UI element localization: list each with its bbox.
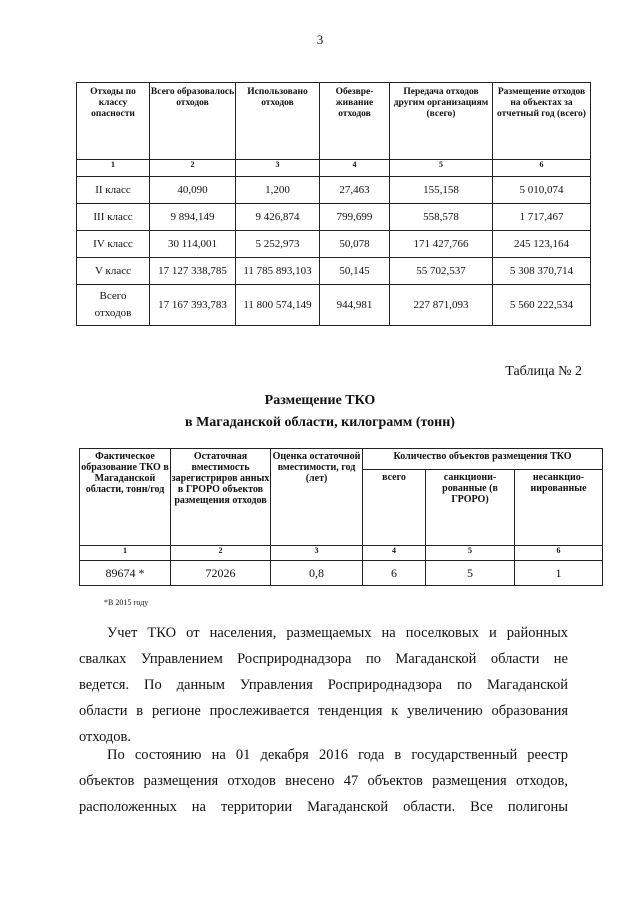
table-cell: 558,578	[390, 204, 493, 231]
table-cell: 9 426,874	[236, 204, 320, 231]
column-number: 1	[77, 160, 150, 177]
header-cell: санкциони-рованные (в ГРОРО)	[426, 470, 515, 546]
table-cell: 0,8	[271, 561, 363, 586]
page-number: 3	[316, 32, 324, 47]
table-cell: 11 785 893,103	[236, 258, 320, 285]
table-cell: 227 871,093	[390, 285, 493, 326]
section-subtitle: в Магаданской области, килограмм (тонн)	[185, 415, 455, 430]
paragraph	[79, 742, 568, 820]
paragraph-line: ведется. По данным Управления Росприроднадзора по Магаданской	[79, 677, 568, 693]
table-cell: 72026	[171, 561, 271, 586]
table-cell: 11 800 574,149	[236, 285, 320, 326]
paragraph-line: Учет ТКО от населения, размещаемых на поселковых и районных	[107, 625, 568, 641]
table-cell: II класс	[77, 177, 150, 204]
paragraph-line: объектов размещения отходов внесено 47 объектов размещения отходов,	[79, 773, 568, 789]
table-cell: 55 702,537	[390, 258, 493, 285]
header-cell: Оценка остаточной вместимости, год (лет)	[271, 449, 363, 546]
paragraph-line: области в регионе прослеживается тенденция к увеличению образования	[79, 703, 568, 719]
table-cell: 30 114,001	[150, 231, 236, 258]
table-cell: 17 127 338,785	[150, 258, 236, 285]
table-header-row	[77, 83, 591, 160]
column-number: 2	[171, 546, 271, 561]
footnote: *В 2015 году	[104, 598, 149, 607]
table-cell: 245 123,164	[493, 231, 591, 258]
header-cell: всего	[363, 470, 426, 546]
column-number: 4	[363, 546, 426, 561]
section-title: Размещение ТКО	[264, 393, 376, 408]
table-cell: 1 717,467	[493, 204, 591, 231]
table-cell: 155,158	[390, 177, 493, 204]
table-cell: 89674 *	[80, 561, 171, 586]
table-cell: 5	[426, 561, 515, 586]
table-cell: 5 308 370,714	[493, 258, 591, 285]
header-cell: Отходы по классу опасности	[77, 83, 150, 160]
column-number: 5	[426, 546, 515, 561]
table-caption: Таблица № 2	[505, 364, 582, 379]
column-number: 3	[271, 546, 363, 561]
column-number: 6	[515, 546, 603, 561]
column-number: 2	[150, 160, 236, 177]
table-cell: 50,145	[320, 258, 390, 285]
table-cell: 9 894,149	[150, 204, 236, 231]
header-cell: Размещение отходов на объектах за отчетный год (всего)	[493, 83, 591, 160]
table-cell: 17 167 393,783	[150, 285, 236, 326]
table-cell: 27,463	[320, 177, 390, 204]
paragraph-line: свалках Управлением Росприроднадзора по Магаданской области не	[79, 651, 568, 667]
header-cell: Использовано отходов	[236, 83, 320, 160]
table-row	[77, 204, 591, 231]
table-cell: 799,699	[320, 204, 390, 231]
header-cell: Всего образовалось отходов	[150, 83, 236, 160]
header-cell: Обезвре-живание отходов	[320, 83, 390, 160]
paragraph-line: отходов.	[79, 729, 132, 745]
table-cell: Всего отходов	[77, 285, 150, 326]
header-cell: Остаточная вместимость зарегистриров анных в ГРОРО объектов размещения отходов	[171, 449, 271, 546]
table-row	[80, 561, 603, 586]
table-cell: 1,200	[236, 177, 320, 204]
table-cell: 50,078	[320, 231, 390, 258]
table-cell: 6	[363, 561, 426, 586]
column-number-row	[77, 160, 591, 177]
table-row	[77, 231, 591, 258]
header-group-cell: Количество объектов размещения ТКО	[363, 449, 603, 470]
table-cell: 1	[515, 561, 603, 586]
column-number: 1	[80, 546, 171, 561]
table-header-row	[80, 449, 603, 470]
table-row	[77, 177, 591, 204]
table-cell: IV класс	[77, 231, 150, 258]
column-number: 4	[320, 160, 390, 177]
table-cell: 5 560 222,534	[493, 285, 591, 326]
paragraph-line: По состоянию на 01 декабря 2016 года в государственный реестр	[107, 747, 568, 763]
header-cell: Передача отходов другим организациям (всего)	[390, 83, 493, 160]
table-row	[77, 258, 591, 285]
table-cell: 40,090	[150, 177, 236, 204]
table-cell: V класс	[77, 258, 150, 285]
column-number: 3	[236, 160, 320, 177]
table-cell: 171 427,766	[390, 231, 493, 258]
column-number: 6	[493, 160, 591, 177]
waste-by-class-table	[76, 82, 591, 326]
paragraph-line: расположенных на территории Магаданской области. Все полигоны	[79, 799, 568, 815]
table-cell: III класс	[77, 204, 150, 231]
table-cell: 5 010,074	[493, 177, 591, 204]
header-cell: Фактическое образование ТКО в Магаданской области, тонн/год	[80, 449, 171, 546]
table-total-row	[77, 285, 591, 326]
column-number: 5	[390, 160, 493, 177]
column-number-row	[80, 546, 603, 561]
header-cell: несанкцио-нированные	[515, 470, 603, 546]
table-cell: 944,981	[320, 285, 390, 326]
paragraph	[79, 620, 568, 750]
tko-placement-table	[79, 448, 603, 586]
table-cell: 5 252,973	[236, 231, 320, 258]
